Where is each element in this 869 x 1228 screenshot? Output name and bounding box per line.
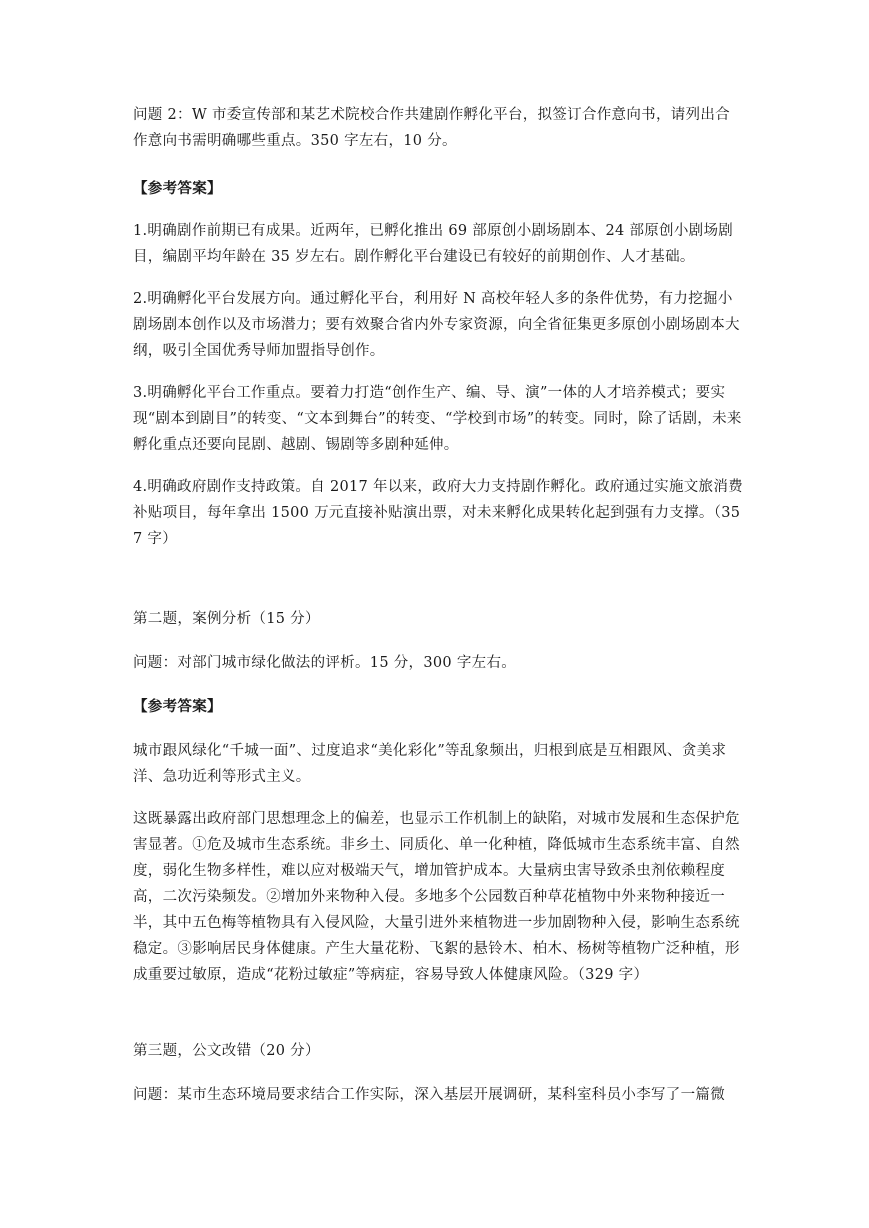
question-2-text: 问题 2：W 市委宣传部和某艺术院校合作共建剧作孵化平台，拟签订合作意向书，请列出合作意向书需明确哪些重点。350 字左右，10 分。 [133,107,730,149]
answer-2-paragraph-2: 这既暴露出政府部门思想理念上的偏差，也显示工作机制上的缺陷，对城市发展和生态保护危害显著。①危及城市生态系统。非乡土、同质化、单一化种植，降低城市生态系统丰富、自然度，弱化生物多样性，难以应对极端天气，增加管护成本。大量病虫害导致杀虫剂依赖程度高，二次污染频发。②增加外来物种入侵。多地多个公园数百种草花植物中外来物种接近一半，其中五色梅等植物具有入侵风险，大量引进外来植物进一步加剧物种入侵，影响生态系统稳定。③影响居民身体健康。产生大量花粉、飞絮的悬铃木、柏木、杨树等植物广泛种植，形成重要过敏原，造成“花粉过敏症”等病症，容易导致人体健康风险。（329 字） [133,811,740,983]
answer-item-4: 4.明确政府剧作支持政策。自 2017 年以来，政府大力支持剧作孵化。政府通过实施文旅消费补贴项目，每年拿出 1500 万元直接补贴演出票，对未来孵化成果转化起到强有力支撑。（357 字） [133,479,743,547]
section-2-title: 第二题，案例分析（15 分） [133,611,320,627]
answer-item-3: 3.明确孵化平台工作重点。要着力打造“创作生产、编、导、演”一体的人才培养模式；要实现“剧本到剧目”的转变、“文本到舞台”的转变、“学校到市场”的转变。同时，除了话剧，未来孵化重点还要向昆剧、越剧、锡剧等多剧种延伸。 [133,385,742,453]
answer-heading: 【参考答案】 [133,698,222,715]
section-3-question: 问题：某市生态环境局要求结合工作实际，深入基层开展调研，某科室科员小李写了一篇微 [133,1087,725,1103]
answer-2-paragraph-1: 城市跟风绿化“千城一面”、过度追求“美化彩化”等乱象频出，归根到底是互相跟风、贪美求洋、急功近利等形式主义。 [133,743,727,785]
answer-heading: 【参考答案】 [133,180,222,197]
section-3-title: 第三题，公文改错（20 分） [133,1043,320,1059]
section-2-question: 问题：对部门城市绿化做法的评析。15 分，300 字左右。 [133,655,517,671]
answer-item-2: 2.明确孵化平台发展方向。通过孵化平台，利用好 N 高校年轻人多的条件优势，有力挖掘小剧场剧本创作以及市场潜力；要有效聚合省内外专家资源，向全省征集更多原创小剧场剧本大纲，吸引全国优秀导师加盟指导创作。 [133,291,740,359]
answer-item-1: 1.明确剧作前期已有成果。近两年，已孵化推出 69 部原创小剧场剧本、24 部原创小剧场剧目，编剧平均年龄在 35 岁左右。剧作孵化平台建设已有较好的前期创作、人才基础。 [133,223,734,265]
